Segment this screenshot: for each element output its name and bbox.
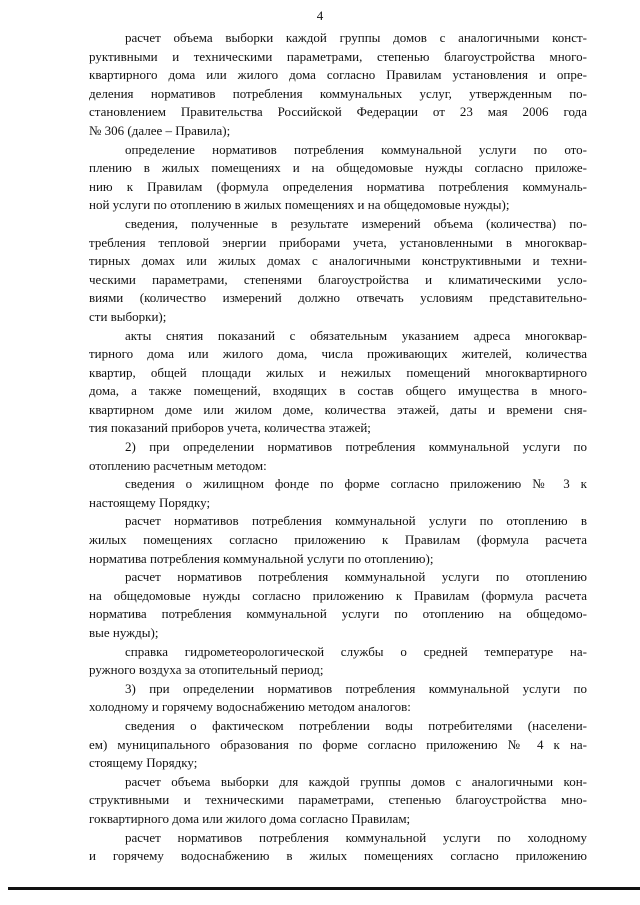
text-line: акты снятия показаний с обязательным указанием адреса многоквар- xyxy=(125,327,587,343)
text-line: ем) муниципального образования по форме согласно приложению № 4 к на- xyxy=(89,736,587,752)
text-line: гоквартирного дома или жилого дома согласно Правилам; xyxy=(89,810,411,826)
text-line: структивными и техническими параметрами, степенью благоустройства мно- xyxy=(89,792,587,808)
text-line: расчет нормативов потребления коммунальной услуги по холодному xyxy=(125,829,587,845)
text-line: квартирного дома или жилого дома согласно Правилам установления и опре- xyxy=(89,67,587,83)
text-line: норматива потребления коммунальной услуги по отоплению); xyxy=(89,550,434,566)
text-line: требления тепловой энергии приборами учета, установленными в многоквар- xyxy=(89,234,587,250)
text-line: ружного воздуха за отопительный период; xyxy=(89,662,324,678)
text-line: настоящему Порядку; xyxy=(89,494,211,510)
text-line: деления нормативов потребления коммунальных услуг, утвержденным по- xyxy=(89,85,587,101)
text-line: расчет объема выборки для каждой группы домов с аналогичными кон- xyxy=(125,773,587,789)
text-line: норматива потребления коммунальной услуги по отоплению на общедомо- xyxy=(89,606,587,622)
text-line: сведения о фактическом потреблении воды потребителями (населени- xyxy=(125,717,587,733)
text-line: дома, а также помещений, входящих в состав общего имущества в много- xyxy=(89,383,587,399)
text-line: 3) при определении нормативов потребления коммунальной услуги по xyxy=(125,680,587,696)
text-line: становлением Правительства Российской Федерации от 23 мая 2006 года xyxy=(89,104,587,120)
text-line: руктивными и техническими параметрами, степенью благоустройства много- xyxy=(89,48,587,64)
text-line: 2) при определении нормативов потребления коммунальной услуги по xyxy=(125,439,587,455)
text-line: определение нормативов потребления коммунальной услуги по ото- xyxy=(125,141,587,157)
text-line: холодному и горячему водоснабжению методом аналогов: xyxy=(89,699,411,715)
text-line: вые нужды); xyxy=(89,625,159,640)
text-line: справка гидрометеорологической службы о средней температуре на- xyxy=(125,643,587,659)
text-line: ной услуги по отоплению в жилых помещениях и на общедомовые нужды); xyxy=(89,197,510,213)
text-line: расчет нормативов потребления коммунальной услуги по отоплению xyxy=(125,569,587,585)
text-line: квартирном доме или жилом доме, количества этажей, даты и времени сня- xyxy=(89,401,587,417)
text-line: на общедомовые нужды согласно приложению к Правилам (формула расчета xyxy=(89,587,587,603)
text-line: плению в жилых помещениях и на общедомовые нужды согласно приложе- xyxy=(89,160,587,176)
text-line: нию к Правилам (формула определения норматива потребления коммуналь- xyxy=(89,178,587,194)
text-line: сти выборки); xyxy=(89,308,167,324)
text-line: стоящему Порядку; xyxy=(89,755,198,771)
text-line: и горячему водоснабжению в жилых помещениях согласно приложению xyxy=(89,848,587,864)
text-line: квартир, общей площади жилых и нежилых помещений многоквартирного xyxy=(89,364,587,380)
text-line: тия показаний приборов учета, количества этажей; xyxy=(89,420,371,436)
text-line: расчет нормативов потребления коммунальной услуги по отоплению в xyxy=(125,513,587,529)
text-line: ческими параметрами, степенями благоустройства и климатическими усло- xyxy=(89,271,587,287)
text-line: виями (количество измерений должно отвечать условиям представительно- xyxy=(89,290,587,306)
text-line: тирных домах или жилых домах с аналогичными конструктивными и техни- xyxy=(89,253,587,269)
text-line: № 306 (далее – Правила); xyxy=(89,122,231,138)
text-line: отоплению расчетным методом: xyxy=(89,457,267,473)
text-line: жилых помещениях согласно приложению к Правилам (формула расчета xyxy=(89,532,587,548)
page-number: 4 xyxy=(316,8,324,23)
text-line: сведения о жилищном фонде по форме согласно приложению № 3 к xyxy=(125,476,587,492)
bottom-rule xyxy=(8,887,640,890)
text-line: тирного дома или жилого дома, числа проживающих жителей, количества xyxy=(89,346,587,362)
text-line: сведения, полученные в результате измерений объема (количества) по- xyxy=(125,215,587,231)
text-line: расчет объема выборки каждой группы домов с аналогичными конст- xyxy=(125,30,587,45)
document-body xyxy=(89,29,587,866)
